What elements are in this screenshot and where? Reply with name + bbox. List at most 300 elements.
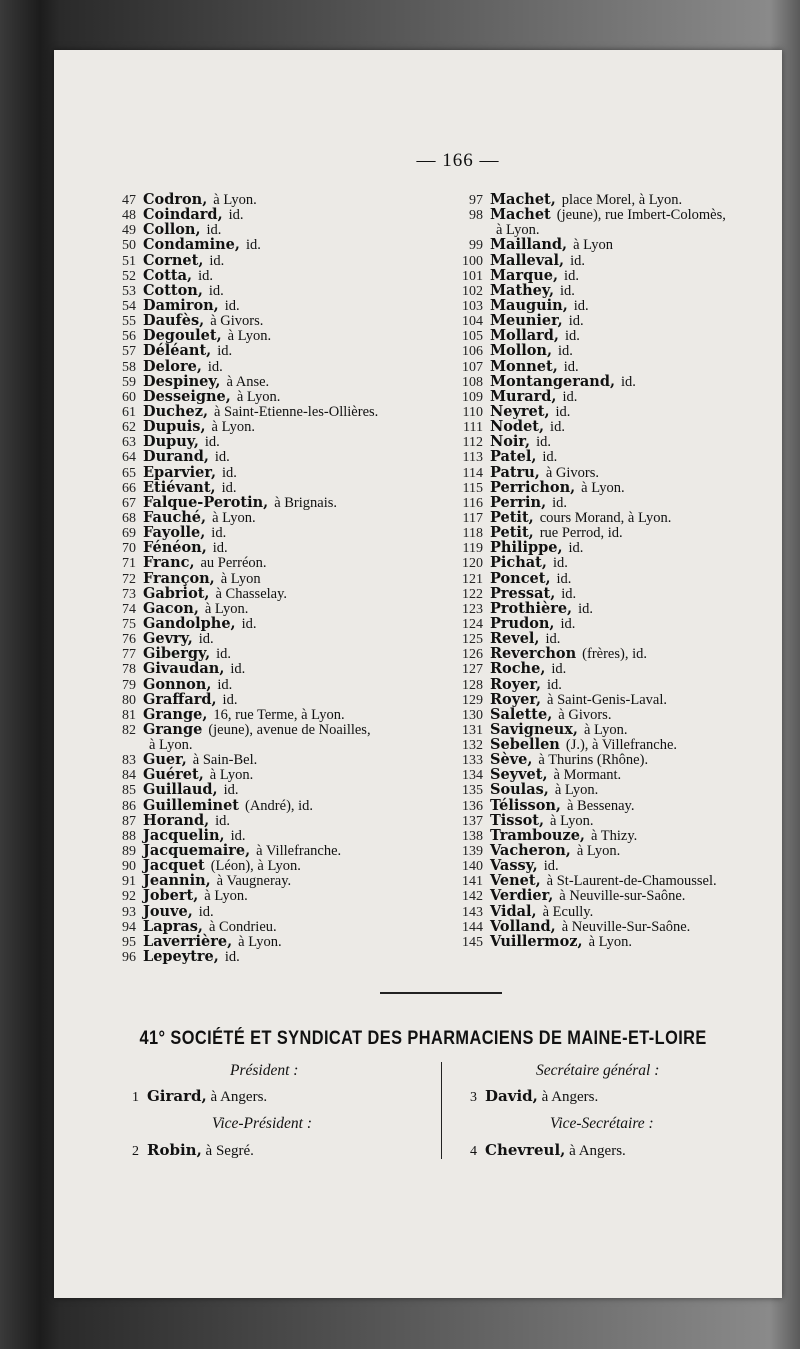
- member-entry: [449, 813, 779, 828]
- member-name: Gevry,: [143, 630, 193, 648]
- member-location: (jeune), avenue de Noailles,: [208, 721, 371, 738]
- member-number: 77: [122, 647, 136, 663]
- member-number: 120: [462, 556, 483, 572]
- member-number: 112: [462, 435, 483, 451]
- member-location: id.: [552, 494, 568, 511]
- member-name: Nodet,: [490, 418, 545, 436]
- officer-number: 3: [470, 1090, 477, 1105]
- member-entry: [106, 434, 454, 449]
- member-location: à Lyon.: [212, 509, 256, 526]
- member-location: id.: [221, 479, 237, 496]
- role-vice-secretary: Vice-Secrétaire :: [550, 1115, 654, 1132]
- member-location: id.: [245, 237, 261, 254]
- member-location: id.: [224, 949, 240, 966]
- member-name: Pichat,: [490, 554, 547, 572]
- member-location: à St-Laurent-de-Chamoussel.: [546, 873, 717, 890]
- member-number: 67: [122, 495, 136, 511]
- member-entry: [449, 692, 779, 707]
- member-location: à Givors.: [558, 706, 612, 723]
- member-location: id.: [211, 525, 227, 542]
- member-number: 58: [122, 359, 136, 375]
- member-location: id.: [562, 388, 578, 405]
- member-name: Venet,: [490, 872, 541, 890]
- member-name: Durand,: [143, 448, 209, 466]
- member-location: rue Perrod, id.: [539, 525, 623, 542]
- member-location: à Lyon.: [211, 419, 256, 436]
- member-number: 68: [122, 510, 136, 526]
- member-number: 144: [462, 919, 483, 935]
- member-number: 59: [122, 374, 136, 390]
- officer-name: Chevreul,: [485, 1141, 566, 1159]
- member-name: Montangerand,: [490, 372, 616, 390]
- member-number: 100: [462, 253, 483, 269]
- member-location: à Thizy.: [590, 827, 638, 844]
- member-entry: [449, 737, 779, 752]
- member-entry: [449, 571, 779, 586]
- member-number: 116: [462, 495, 483, 511]
- member-number: 57: [122, 344, 136, 360]
- member-entry: [106, 192, 454, 207]
- member-entry: [106, 404, 454, 419]
- member-name: Jobert,: [143, 887, 199, 905]
- member-number: 86: [122, 798, 136, 814]
- member-number: 131: [462, 722, 483, 738]
- member-entry: [449, 404, 779, 419]
- member-location: (jeune), rue Imbert-Colomès,: [556, 207, 726, 224]
- member-entry: [106, 449, 454, 464]
- officer-place: à Angers.: [206, 1089, 268, 1105]
- member-name: Collon,: [143, 221, 201, 239]
- member-number: 105: [462, 329, 483, 345]
- member-number: 90: [122, 859, 136, 875]
- member-name: Falque-Perotin,: [143, 493, 269, 511]
- member-number: 109: [462, 389, 483, 405]
- member-number: 129: [462, 692, 483, 708]
- member-location: id.: [230, 827, 246, 844]
- member-location: à Lyon.: [581, 479, 625, 496]
- member-number: 108: [462, 374, 483, 390]
- member-number: 124: [462, 616, 483, 632]
- member-entry: [449, 752, 779, 767]
- member-entry: [106, 707, 454, 722]
- member-entry: [449, 646, 779, 661]
- member-name: Damiron,: [143, 296, 219, 314]
- member-entry: [106, 525, 454, 540]
- member-entry: [106, 374, 454, 389]
- member-name: Lapras,: [143, 917, 203, 935]
- member-entry: [449, 722, 779, 737]
- member-name: Machet,: [490, 191, 556, 208]
- officer-name: David,: [485, 1087, 538, 1105]
- member-name: Jacquet: [143, 857, 205, 875]
- member-location: (J.), à Villefranche.: [565, 737, 678, 754]
- member-name: Codron,: [143, 191, 208, 208]
- member-entry: [106, 555, 454, 570]
- member-name: Trambouze,: [490, 826, 585, 844]
- member-name: Seyvet,: [490, 766, 548, 784]
- member-entry: [449, 192, 779, 207]
- member-name: Savigneux,: [490, 720, 578, 738]
- member-number: 143: [462, 904, 483, 920]
- member-location: à Givors.: [545, 464, 600, 481]
- member-name: Guilleminet: [143, 796, 239, 814]
- member-name: Cornet,: [143, 251, 204, 269]
- member-name: Vassy,: [490, 857, 538, 875]
- officer-name: Girard,: [147, 1087, 207, 1105]
- member-entry: [449, 873, 779, 888]
- member-location: id.: [228, 207, 244, 224]
- member-entry: [106, 343, 454, 358]
- member-location: id.: [555, 403, 571, 420]
- member-entry: [106, 934, 454, 949]
- member-location: id.: [207, 358, 223, 375]
- member-number: 87: [122, 813, 136, 829]
- member-entry: [106, 616, 454, 631]
- member-entry: [449, 268, 779, 283]
- officer-president: [132, 1087, 267, 1106]
- member-name: Horand,: [143, 811, 210, 829]
- member-location: id.: [224, 297, 240, 314]
- member-number: 139: [462, 844, 483, 860]
- member-number: 123: [462, 601, 483, 617]
- member-entry: [106, 813, 454, 828]
- member-entry: [449, 389, 779, 404]
- member-location: id.: [222, 464, 237, 481]
- member-location: id.: [542, 449, 558, 466]
- member-entry: [449, 555, 779, 570]
- member-location: id.: [560, 615, 576, 632]
- member-entry: [449, 616, 779, 631]
- member-location: à Lyon: [220, 570, 261, 587]
- officer-vice-president: [132, 1141, 254, 1160]
- member-entry: [449, 480, 779, 495]
- member-number: 117: [462, 510, 483, 526]
- member-location: 16, rue Terme, à Lyon.: [213, 706, 345, 723]
- member-number: 65: [122, 465, 136, 481]
- member-number: 140: [462, 859, 483, 875]
- member-location: id.: [552, 555, 568, 572]
- member-name: Cotta,: [143, 266, 193, 284]
- member-entry: [106, 752, 454, 767]
- member-entry: [449, 904, 779, 919]
- member-name: Machet: [490, 206, 551, 224]
- member-number: 115: [462, 480, 483, 496]
- member-location: place Morel, à Lyon.: [561, 192, 683, 208]
- member-number: 66: [122, 480, 136, 496]
- member-location: id.: [621, 373, 636, 390]
- member-location: id.: [545, 631, 561, 648]
- member-name: Fénéon,: [143, 539, 207, 557]
- member-number: 84: [122, 768, 136, 784]
- member-entry: [449, 858, 779, 873]
- member-location: à Lyon.: [213, 192, 257, 208]
- member-name: Sebellen: [490, 736, 560, 754]
- member-entry: [106, 328, 454, 343]
- member-entry: [449, 434, 779, 449]
- member-location: à Lyon.: [588, 933, 633, 950]
- member-location: id.: [547, 676, 562, 693]
- member-location: à Lyon.: [236, 388, 281, 405]
- member-name: Mailland,: [490, 236, 568, 254]
- member-name: Degoulet,: [143, 327, 222, 345]
- member-entry: [106, 949, 454, 964]
- member-name: Sève,: [490, 751, 533, 769]
- member-number: 69: [122, 526, 136, 542]
- member-name: Perrichon,: [490, 478, 576, 496]
- member-number: 73: [122, 586, 136, 602]
- member-name: Déléant,: [143, 342, 212, 360]
- member-entry: [106, 359, 454, 374]
- member-location: à Lyon.: [209, 767, 254, 784]
- member-location: (André), id.: [245, 797, 314, 814]
- member-name: Jacquemaire,: [143, 842, 251, 860]
- member-name: Mauguin,: [490, 296, 568, 314]
- member-name: Givaudan,: [143, 660, 225, 678]
- member-name: Marque,: [490, 266, 559, 284]
- member-name: Patru,: [490, 463, 540, 481]
- officer-place: à Segré.: [201, 1143, 254, 1159]
- member-number: 121: [462, 571, 483, 587]
- member-name: Condamine,: [143, 236, 240, 254]
- member-location: à Saint-Genis-Laval.: [547, 691, 668, 708]
- member-number: 97: [469, 193, 483, 208]
- member-number: 61: [122, 404, 136, 420]
- member-name: Dupuy,: [143, 433, 199, 451]
- member-number: 53: [122, 283, 136, 299]
- member-entry: [449, 359, 779, 374]
- member-entry: [449, 525, 779, 540]
- member-name: Grange,: [143, 705, 208, 723]
- member-name: Verdier,: [490, 887, 554, 905]
- member-number: 71: [122, 556, 136, 572]
- member-entry: [449, 207, 779, 222]
- member-entry: [449, 495, 779, 510]
- member-location: à Lyon.: [583, 721, 628, 738]
- member-number: 62: [122, 420, 136, 436]
- member-entry: [106, 283, 454, 298]
- member-location: à Lyon.: [496, 222, 540, 239]
- member-number: 88: [122, 828, 136, 844]
- member-location: à Ecully.: [542, 903, 594, 920]
- member-location: à Lyon.: [576, 843, 621, 860]
- member-number: 75: [122, 616, 136, 632]
- member-location: à Mormant.: [553, 767, 622, 784]
- member-name: Soulas,: [490, 781, 549, 799]
- member-number: 78: [122, 662, 136, 678]
- member-location: (Léon), à Lyon.: [210, 858, 301, 875]
- member-list-left: [106, 192, 454, 964]
- member-number: 103: [462, 298, 483, 314]
- member-location: id.: [222, 691, 238, 708]
- member-location: au Perréon.: [200, 555, 267, 572]
- member-number: 64: [122, 450, 136, 466]
- member-name: Gacon,: [143, 599, 199, 617]
- member-number: 70: [122, 541, 136, 557]
- member-entry: [106, 510, 454, 525]
- member-entry: [106, 313, 454, 328]
- member-location: id.: [558, 343, 573, 360]
- member-number: 54: [122, 298, 136, 314]
- member-name: Murard,: [490, 387, 557, 405]
- member-entry: [106, 480, 454, 495]
- member-name: Eparvier,: [143, 463, 217, 481]
- member-name: Gandolphe,: [143, 614, 236, 632]
- member-entry: [106, 737, 454, 752]
- member-number: 55: [122, 314, 136, 330]
- member-entry: [449, 298, 779, 313]
- member-entry: [106, 722, 454, 737]
- member-location: à Lyon.: [238, 933, 282, 950]
- member-name: Françon,: [143, 569, 215, 587]
- member-entry: [106, 207, 454, 222]
- member-number: 132: [462, 738, 483, 754]
- member-name: Fauché,: [143, 508, 207, 526]
- member-name: Mathey,: [490, 281, 554, 299]
- member-entry: [106, 253, 454, 268]
- member-location: id.: [578, 600, 594, 617]
- member-entry: [449, 919, 779, 934]
- member-name: Grange: [143, 720, 203, 738]
- member-name: Etiévant,: [143, 478, 216, 496]
- member-number: 49: [122, 223, 136, 239]
- member-name: Lepeytre,: [143, 948, 219, 966]
- member-name: Prudon,: [490, 614, 555, 632]
- member-entry: [449, 222, 779, 237]
- member-entry: [106, 661, 454, 676]
- member-entry: [449, 465, 779, 480]
- member-location: id.: [204, 434, 220, 451]
- member-name: Tissot,: [490, 811, 545, 829]
- member-number: 48: [122, 208, 136, 224]
- member-entry: [449, 237, 779, 252]
- member-location: id.: [560, 282, 575, 299]
- member-location: à Vaugneray.: [216, 873, 292, 890]
- member-entry: [106, 873, 454, 888]
- member-number: 98: [469, 208, 483, 224]
- officers-block: [54, 1060, 782, 1160]
- member-location: à Lyon.: [554, 782, 599, 799]
- member-number: 142: [462, 889, 483, 905]
- member-entry: [106, 904, 454, 919]
- member-name: Desseigne,: [143, 387, 231, 405]
- member-entry: [449, 601, 779, 616]
- member-location: id.: [568, 313, 584, 330]
- member-name: Jouve,: [143, 902, 193, 920]
- member-name: Duchez,: [143, 402, 208, 420]
- member-name: Salette,: [490, 705, 553, 723]
- member-number: 47: [122, 193, 136, 208]
- member-location: id.: [543, 858, 559, 875]
- member-number: 60: [122, 389, 136, 405]
- member-name: Gabriot,: [143, 584, 210, 602]
- member-location: à Neuville-sur-Saône.: [559, 888, 686, 905]
- member-number: 107: [462, 359, 483, 375]
- member-number: 110: [462, 404, 483, 420]
- member-location: à Lyon.: [550, 812, 594, 829]
- member-number: 74: [122, 601, 136, 617]
- member-entry: [449, 631, 779, 646]
- member-entry: [106, 540, 454, 555]
- member-name: Noir,: [490, 433, 531, 451]
- member-number: 93: [122, 904, 136, 920]
- member-entry: [449, 767, 779, 782]
- member-number: 81: [122, 707, 136, 723]
- member-name: Monnet,: [490, 357, 558, 375]
- member-number: 118: [462, 526, 483, 542]
- officer-number: 2: [132, 1144, 139, 1159]
- member-name: Pressat,: [490, 584, 556, 602]
- member-entry: [449, 843, 779, 858]
- member-number: 79: [122, 677, 136, 693]
- member-name: Poncet,: [490, 569, 551, 587]
- member-number: 134: [462, 768, 483, 784]
- member-name: Franc,: [143, 554, 195, 572]
- member-entry: [106, 782, 454, 797]
- member-entry: [106, 828, 454, 843]
- member-location: id.: [570, 252, 585, 269]
- member-entry: [449, 934, 779, 949]
- member-location: id.: [217, 676, 233, 693]
- member-number: 101: [462, 268, 483, 284]
- member-name: Roche,: [490, 660, 546, 678]
- member-name: Vidal,: [490, 902, 537, 920]
- member-number: 111: [463, 420, 483, 436]
- member-entry: [449, 828, 779, 843]
- member-name: Neyret,: [490, 402, 550, 420]
- member-location: cours Morand, à Lyon.: [539, 509, 672, 526]
- member-entry: [106, 268, 454, 283]
- member-number: 130: [462, 707, 483, 723]
- member-name: Malleval,: [490, 251, 565, 269]
- member-number: 128: [462, 677, 483, 693]
- member-number: 141: [462, 874, 483, 890]
- member-location: à Thurins (Rhône).: [538, 752, 649, 769]
- member-entry: [106, 222, 454, 237]
- member-entry: [106, 798, 454, 813]
- member-entry: [106, 465, 454, 480]
- member-number: 52: [122, 268, 136, 284]
- member-number: 114: [462, 465, 483, 481]
- member-name: Dupuis,: [143, 418, 206, 436]
- member-location: id.: [206, 222, 222, 239]
- member-number: 85: [122, 783, 136, 799]
- member-number: 91: [122, 874, 136, 890]
- officer-number: 4: [470, 1144, 477, 1159]
- member-name: Despiney,: [143, 372, 221, 390]
- member-location: à Condrieu.: [208, 918, 277, 935]
- member-location: id.: [241, 615, 257, 632]
- member-name: Petit,: [490, 524, 534, 542]
- member-number: 56: [122, 329, 136, 345]
- member-name: Guillaud,: [143, 781, 218, 799]
- member-location: à Lyon.: [204, 600, 249, 617]
- member-name: Cotton,: [143, 281, 203, 299]
- member-entry: [449, 283, 779, 298]
- officer-place: à Angers.: [565, 1143, 626, 1159]
- member-location: id.: [209, 252, 225, 269]
- member-name: Prothière,: [490, 599, 573, 617]
- member-name: Coindard,: [143, 206, 223, 224]
- member-number: 113: [462, 450, 483, 466]
- member-name: Reverchon: [490, 645, 577, 663]
- member-location: id.: [208, 282, 224, 299]
- section-title: 41° SOCIÉTÉ ET SYNDICAT DES PHARMACIENS DE MAINE-ET-LOIRE: [139, 1028, 707, 1049]
- member-number: 92: [122, 889, 136, 905]
- role-president: Président :: [230, 1062, 299, 1079]
- member-entry: [106, 389, 454, 404]
- member-number: 119: [462, 541, 483, 557]
- member-name: Télisson,: [490, 796, 561, 814]
